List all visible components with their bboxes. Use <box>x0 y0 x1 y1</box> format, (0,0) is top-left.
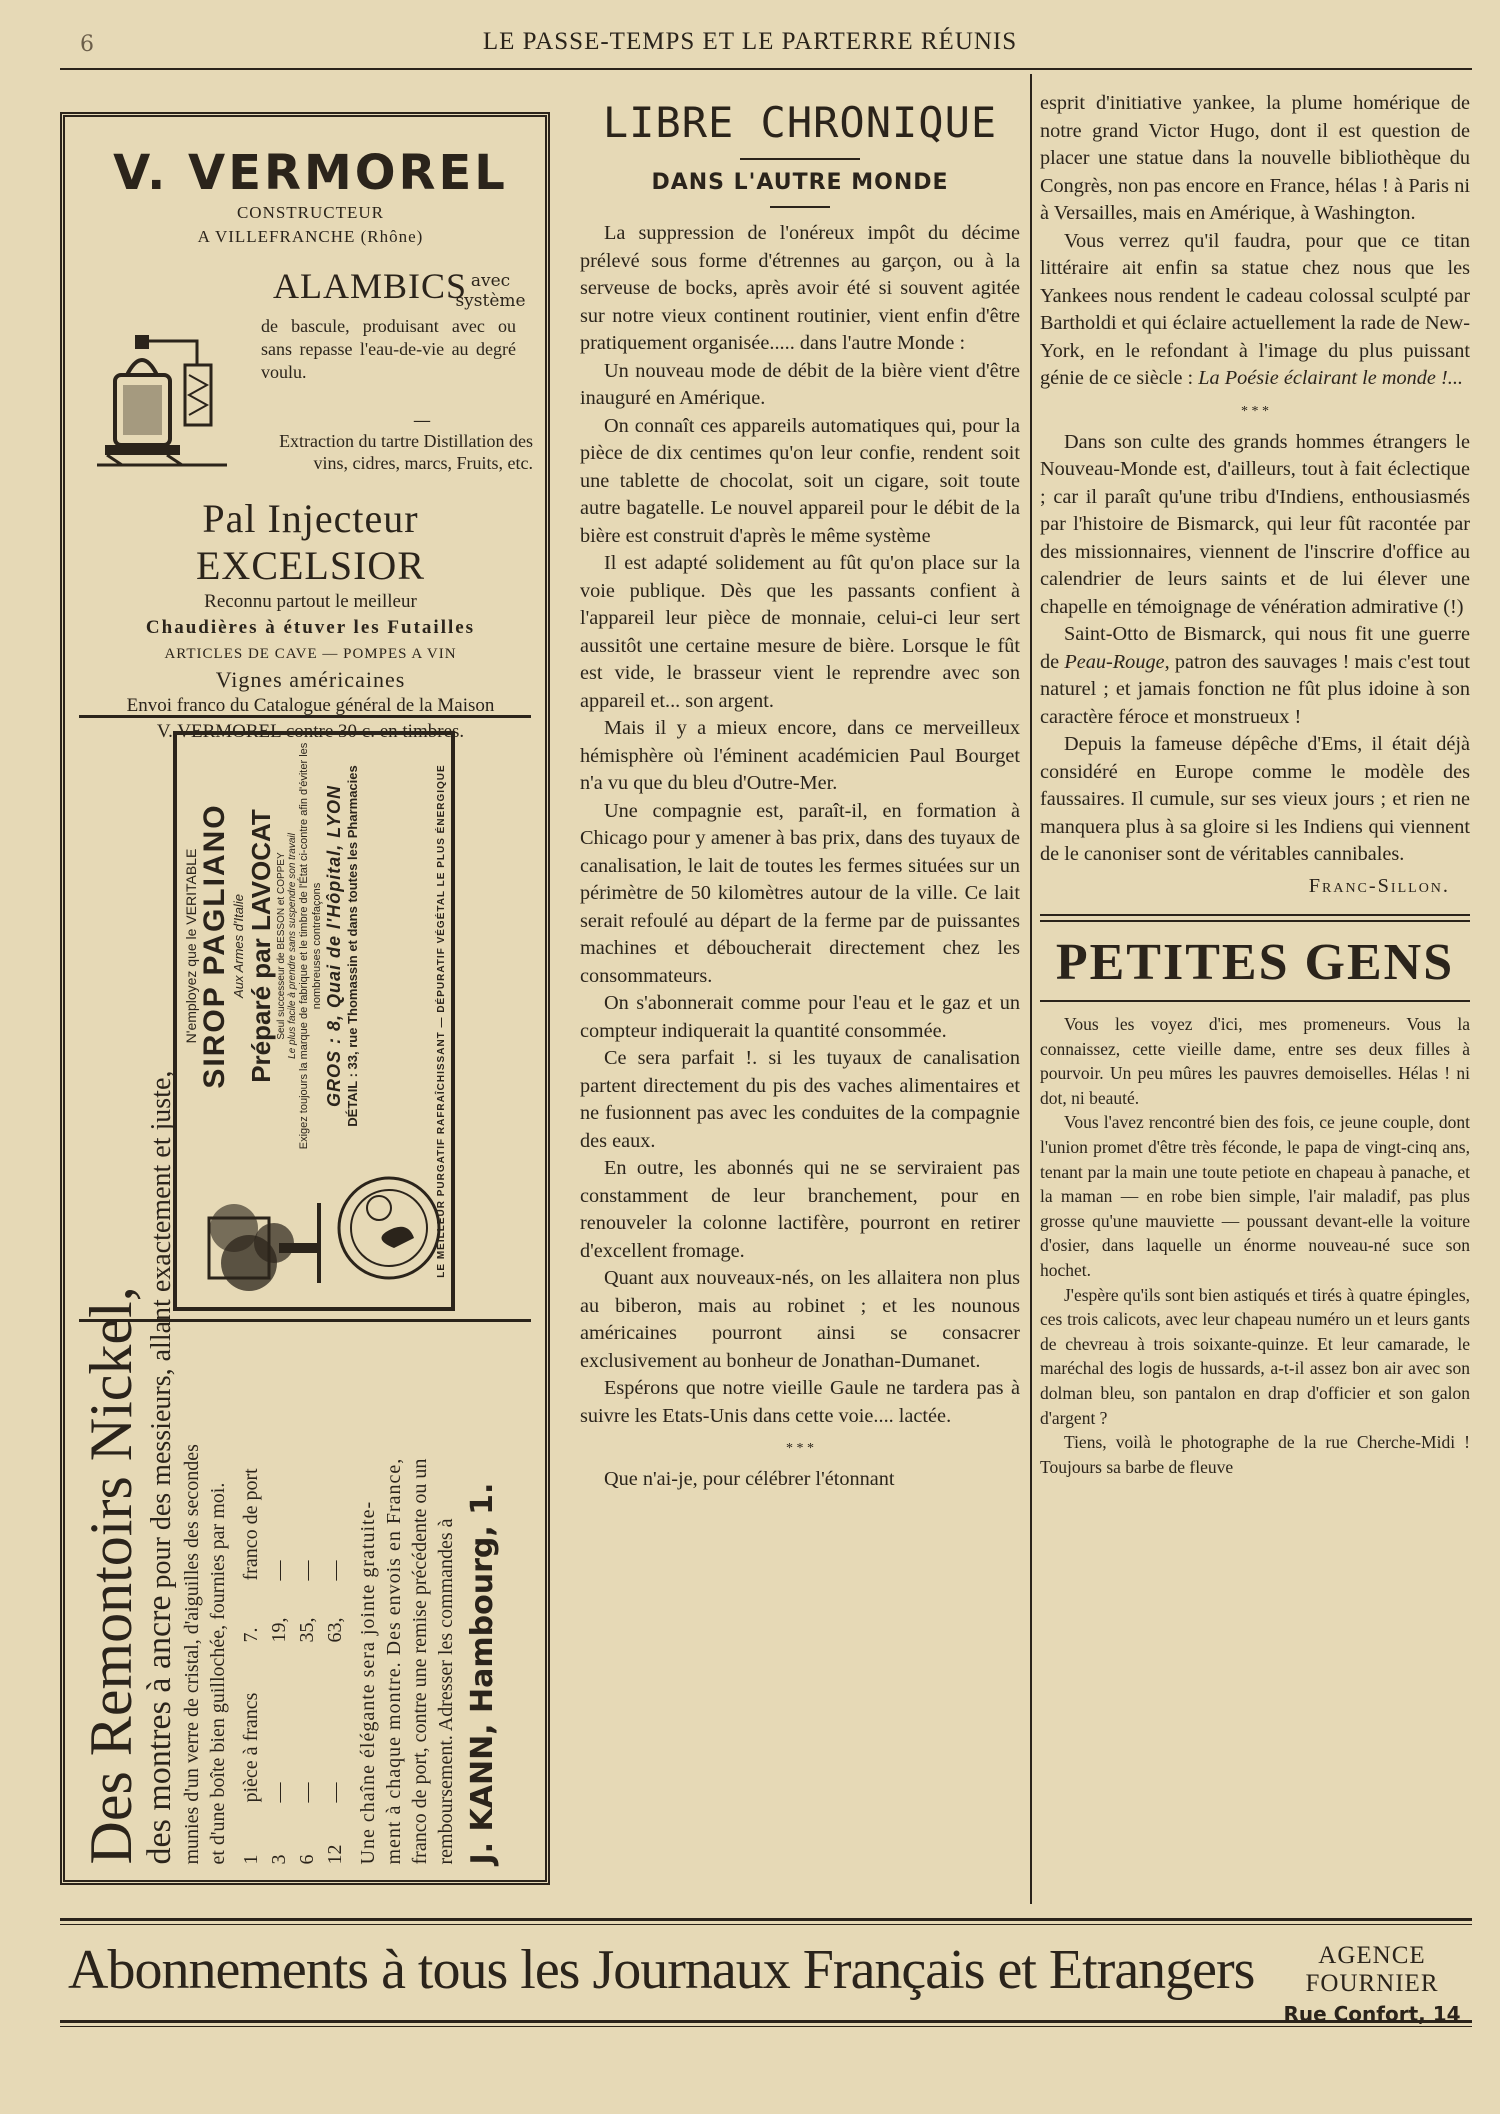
sirop-detail: DÉTAIL : 33, rue Thomassin et dans toutes les Pharmacies <box>345 765 360 1127</box>
pal-line-6: V. VERMOREL contre 30 c. en timbres. <box>156 721 465 742</box>
price-unit: pièce à francs <box>240 1692 262 1802</box>
paragraph: On s'abonnerait comme pour l'eau et le gaz et un compteur indiquerait la quantité consommée. <box>580 992 1020 1042</box>
alambics-dash: — <box>413 410 431 431</box>
right-column <box>1040 90 1470 1479</box>
alambics-title: ALAMBICS <box>273 266 468 306</box>
paragraph: Vous l'avez rencontré bien des fois, ce jeune couple, dont l'union promet d'être très féconde, le papa de vingt-cinq ans, tenant par la main une toute petiote en chapeau à panache, et la maman — en robe bien simple, l'air maladif, pas plus grosse qu'une mauviette — poussant devant-elle la voiture d'osier, dans laquelle un énorme nouveau-né suce son hochet. <box>1040 1112 1470 1280</box>
remontoirs-price-table <box>237 1339 349 1864</box>
footer-agence <box>1272 1942 1472 2026</box>
column-rule <box>1030 74 1032 1904</box>
libre-chronique-subtitle: DANS L'AUTRE MONDE <box>651 170 949 195</box>
footer-abonnements: Abonnements à tous les Journaux Français et Etrangers <box>68 1939 1255 2001</box>
paragraph: Ce sera parfait !. si les tuyaux de canalisation partent directement du pis des vaches alimentaires et ne fusionnent pas avec les conduites de la compagnie des eaux. <box>580 1047 1020 1152</box>
paragraph-text: Saint-Otto de Bismarck, qui nous fit une guerre de <box>1040 623 1470 673</box>
paragraph: En outre, les abonnés qui ne se serviraient pas constamment de leur branchement, pour en renouveler la colonne lactifère, pourront en retirer d'excellent fromage. <box>580 1157 1020 1262</box>
advertisements-frame <box>60 112 550 1885</box>
remontoirs-title: Des Remontoirs Nickel, <box>78 1285 144 1864</box>
pal-line-2: Chaudières à étuver les Futailles <box>145 617 476 638</box>
remontoirs-chain-1: Une chaîne élégante sera jointe gratuite- <box>357 1500 379 1864</box>
agence-name: AGENCE FOURNIER <box>1305 1942 1439 1997</box>
paragraph: Un nouveau mode de débit de la bière vient d'être inauguré en Amérique. <box>580 359 1020 409</box>
section-stars: * * * <box>1241 403 1269 419</box>
sirop-text <box>183 739 360 1153</box>
sirop-successeur: Seul successeur de BESSON et COPPEY <box>276 852 287 1040</box>
pal-injecteur-title: Pal Injecteur EXCELSIOR <box>196 496 425 588</box>
alambic-block <box>83 265 538 485</box>
vermorel-role: CONSTRUCTEUR <box>236 203 385 222</box>
ad-remontoirs-rotated <box>78 1070 531 1864</box>
ad-vermorel <box>83 131 538 742</box>
sirop-line-1: N'employez que le VERITABLE <box>183 848 199 1044</box>
section-rule <box>1040 914 1470 922</box>
price-qty: 6 <box>296 1854 318 1864</box>
ad-remontoirs <box>78 1070 531 1864</box>
remontoirs-sub-a: des montres à ancre <box>141 1594 178 1864</box>
article-signature: Franc-Sillon. <box>1308 874 1450 897</box>
alambic-still-icon <box>97 305 227 470</box>
vermorel-location: A VILLEFRANCHE (Rhône) <box>197 227 424 246</box>
price-qty: 12 <box>324 1844 346 1864</box>
price-unit: — <box>296 1782 318 1802</box>
price-value: 35, <box>296 1617 318 1642</box>
paragraph: Dans son culte des grands hommes étrangers le Nouveau-Monde est, d'ailleurs, tout à fait éclectique ; car il paraît qu'une tribu d'Indiens, enthousiasmés par l'histoire de Bismarck, qui leur fût racontée par des missionnaires, viennent de l'inscrire d'office au calendrier de leurs saints et de lui élever une chapelle en témoignage de vénération admirative (!) <box>1040 430 1470 618</box>
pal-line-4: Vignes américaines <box>215 667 406 692</box>
paragraph: Mais il y a mieux encore, dans ce merveilleux hémisphère où l'éminent académicien Paul Bourget n'a vu que du bleu d'Outre-Mer. <box>580 717 1020 794</box>
remontoirs-chain-4: remboursement. Adresser les commandes à <box>435 1517 457 1864</box>
paragraph: esprit d'initiative yankee, la plume homérique de notre grand Victor Hugo, dont il est question de placer une statue dans la nouvelle bibliothèque du Congrès, non pas encore en France, hélas ! à Paris ni à Versailles, mais en Amérique, à Washington. <box>1040 92 1470 224</box>
footer-rule <box>60 1918 1472 1921</box>
footer-rule <box>60 1924 1472 1925</box>
title-rule <box>740 158 860 160</box>
paragraph: La suppression de l'onéreux impôt du décime prélevé sous forme d'étrennes au garçon, ou à la serveuse de bocks, après avoir été si souvent agitée sur notre vieux continent routinier, vient enfin d'être pratiquement organisée..... dans l'autre Monde : <box>580 222 1020 354</box>
price-qty: 3 <box>268 1854 290 1864</box>
ad-separator <box>79 715 531 718</box>
remontoirs-line-2: et d'une boîte bien guillochée, fournies par moi. <box>207 1482 229 1864</box>
footer-banner <box>60 1934 1480 2026</box>
paragraph: Quant aux nouveaux-nés, on les allaitera non plus au biberon, mais au robinet ; et les nounous américaines pourront ainsi se consacrer exclusivement au bonheur de Jonathan-Dumanet. <box>580 1267 1020 1372</box>
price-value: 7. <box>240 1627 262 1642</box>
sirop-exigez: Exigez toujours la marque de fabrique et le timbre de l'État ci-contre afin d'éviter les nombreuses contrefaçons <box>298 742 323 1150</box>
paragraph: Depuis la fameuse dépêche d'Ems, il était déjà considéré en Europe comme le modèle des faussaires. Il cumule, sur ses vieux jours ; et rien ne manquera plus à sa gloire si les Indiens qui viennent de le canoniser sont de véritables cannibales. <box>1040 733 1470 865</box>
remontoirs-line-1: munies d'un verre de cristal, d'aiguilles des secondes <box>181 1443 203 1864</box>
petites-gens-body <box>1040 1012 1470 1479</box>
sirop-bottom-line: LE MEILLEUR PURGATIF RAFRAÎCHISSANT — DÉPURATIF VÉGÉTAL LE PLUS ÉNERGIQUE <box>436 764 447 1278</box>
paragraph-italic: Peau-Rouge <box>1064 650 1165 673</box>
paragraph-text: , patron des sauvages ! mais c'est tout naturel ; et jamais fonction ne fût plus idoine à son caractère féroce et monstrueux ! <box>1040 650 1470 728</box>
footer-rule <box>60 2020 1472 2023</box>
libre-chronique-title: LIBRE CHRONIQUE <box>602 98 998 147</box>
price-value: 19, <box>268 1617 290 1642</box>
price-unit: — <box>324 1782 346 1802</box>
price-value: 63, <box>324 1617 346 1642</box>
ad-sirop-pagliano <box>173 731 455 1311</box>
petites-gens-title: PETITES GENS <box>1055 934 1455 991</box>
paragraph: J'espère qu'ils sont bien astiqués et tirés à quatre épingles, ces trois calicots, avec leur chapeau numéro un et leurs gants de chevreau à trois soixante-quinze. Et leur camarade, le maréchal des logis de hussards, a-t-il assez bon air avec son dolman bleu, son pantalon en drap d'officier et son galon d'argent ? <box>1040 1284 1470 1428</box>
remontoirs-sub-b: pour des messieurs, allant exactement et juste, <box>146 1070 177 1588</box>
sirop-brand: SIROP PAGLIANO <box>198 803 231 1089</box>
paragraph <box>1040 228 1470 393</box>
paragraph: Tiens, voilà le photographe de la rue Cherche-Midi ! Toujours sa barbe de fleuve <box>1040 1432 1470 1477</box>
sirop-tagline: Le plus facile à prendre sans suspendre son travail <box>287 833 298 1059</box>
paragraph-text: Vous verrez qu'il faudra, pour que ce titan littéraire ait enfin sa statue chez nous que les Yankees nous rendent le cadeau colossal sculpté par Bartholdi et qui éclaire actuellement la rade de New-York, en le refondant à l'image du plus puissant génie de ce siècle : <box>1040 229 1470 389</box>
price-row <box>321 1339 349 1864</box>
price-row <box>237 1339 265 1864</box>
price-suffix: franco de port <box>240 1467 262 1580</box>
subtitle-rule <box>770 206 830 208</box>
running-title: LE PASSE-TEMPS ET LE PARTERRE RÉUNIS <box>482 28 1018 55</box>
paragraph: Que n'ai-je, pour célébrer l'étonnant <box>604 1468 895 1490</box>
libre-chronique-column <box>580 88 1020 1494</box>
price-row <box>293 1339 321 1864</box>
agence-address: Rue Confort, 14 <box>1283 2002 1461 2026</box>
pal-line-1: Reconnu partout le meilleur <box>204 591 417 612</box>
paragraph: On connaît ces appareils automatiques qui, pour la pièce de dix centimes qu'on leur confie, rendent soit une tablette de chocolat, soit un cigare, soit toute autre bagatelle. Le nouvel appareil pour le débit de la bière est construit d'après le même système <box>580 414 1020 547</box>
sirop-prepare: Préparé par LAVOCAT <box>246 809 276 1083</box>
price-unit: — <box>268 1782 290 1802</box>
remontoirs-chain-2: ment à chaque montre. Des envois en France, <box>383 1457 405 1864</box>
vermorel-name: V. VERMOREL <box>113 145 508 201</box>
remontoirs-subtitle <box>141 1070 179 1864</box>
paragraph-italic: La Poésie éclairant le monde !... <box>1198 367 1463 389</box>
alambics-description: de bascule, produisant avec ou sans repasse l'eau-de-vie au degré voulu. <box>261 316 516 382</box>
price-qty: 1 <box>240 1854 262 1864</box>
alambics-extraction: Extraction du tartre Distillation des vins, cidres, marcs, Fruits, etc. <box>279 431 533 473</box>
remontoirs-signature: J. KANN, Hambourg, 1. <box>465 1482 500 1864</box>
pal-line-3: ARTICLES DE CAVE — POMPES A VIN <box>164 646 457 662</box>
paragraph: Vous les voyez d'ici, mes promeneurs. Vous la connaissez, cette vieille dame, entre ses deux filles à pourvoir. Un peu mûres les pauvres demoiselles. Hélas ! ni dot, ni beauté. <box>1040 1014 1470 1108</box>
sirop-gros: GROS : 8, Quai de l'Hôpital, LYON <box>324 785 344 1107</box>
ad-sirop-rotated <box>179 739 449 1303</box>
title-rule <box>1040 1000 1470 1002</box>
paragraph <box>1040 621 1470 731</box>
plant-and-stamp-illustration <box>179 1153 449 1303</box>
header-rule <box>60 68 1472 70</box>
remontoirs-chain-3: franco de port, contre une remise précédente ou un <box>409 1458 431 1864</box>
pal-line-5: Envoi franco du Catalogue général de la Maison <box>126 695 495 716</box>
price-row <box>265 1339 293 1864</box>
price-suffix: — <box>324 1560 346 1580</box>
sirop-armes: Aux Armes d'Italie <box>231 894 246 998</box>
paragraph: Il est adapté solidement au fût qu'on place sur la voie publique. Dès que les passants confient à l'appareil leur pièce de monnaie, celui-ci leur sert aussitôt une certaine mesure de bière. Lorsque le fût est vide, le brasseur vient le reprendre avec son appareil et... son argent. <box>580 552 1020 712</box>
section-stars: * * * <box>786 1441 814 1456</box>
price-suffix: — <box>296 1560 318 1580</box>
alambics-system: avec système <box>455 271 526 311</box>
footer-rule <box>60 2026 1472 2027</box>
paragraph: Une compagnie est, paraît-il, en formation à Chicago pour y amener à bas prix, dans des tuyaux de canalisation, le lait de toutes les fermes situées sur un périmètre de 50 kilomètres autour de la ville. Ce lait serait refoulé au départ de la ferme par de puissantes machines et déboucherait directement chez les consommateurs. <box>580 799 1020 987</box>
price-suffix: — <box>268 1560 290 1580</box>
paragraph: Espérons que notre vieille Gaule ne tardera pas à suivre les Etats-Unis dans cette voie.... lactée. <box>580 1377 1020 1427</box>
page-number: 6 <box>80 32 94 57</box>
